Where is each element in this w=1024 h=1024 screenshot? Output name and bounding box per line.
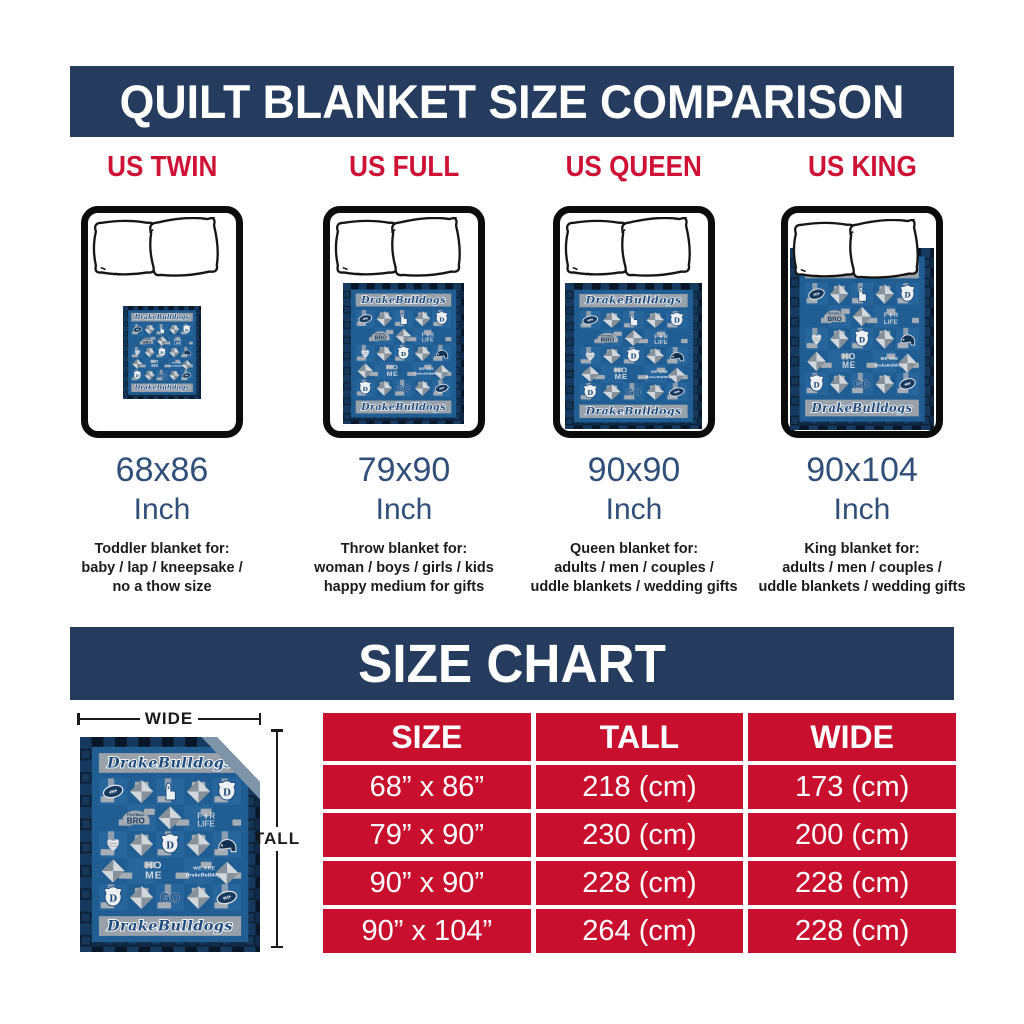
size-chart-title: SIZE CHART — [358, 633, 666, 694]
column-title-text: US TWIN — [106, 151, 218, 183]
dimensions-value: 79x90 — [357, 451, 451, 489]
dimensions-value: 68x86 — [115, 451, 209, 489]
size-column-queen — [524, 150, 744, 597]
bed-illustration-twin — [81, 206, 243, 438]
measure-cap — [259, 713, 262, 725]
column-title — [524, 150, 744, 184]
size-column-twin — [52, 150, 272, 597]
wide-measure-label: WIDE — [144, 709, 194, 728]
measure-line — [198, 718, 258, 721]
tall-measure — [243, 729, 311, 948]
column-title — [52, 150, 272, 184]
description-line: Throw blanket for: — [340, 541, 468, 557]
description-line: uddle blankets / wedding gifts — [530, 579, 738, 595]
size-dimensions — [524, 450, 744, 527]
measure-cap — [271, 946, 283, 949]
bed-illustration-king — [781, 206, 943, 438]
size-table-cell: 228 (cm) — [748, 909, 956, 953]
size-table-cell: 173 (cm) — [748, 765, 956, 809]
bed-illustration-queen — [553, 206, 715, 438]
size-column-king — [752, 150, 972, 597]
description-line: Toddler blanket for: — [94, 541, 230, 557]
bed-illustration-full — [323, 206, 485, 438]
size-table-cell: 68” x 86” — [323, 765, 531, 809]
tall-measure-label: TALL — [253, 828, 301, 848]
size-table-cell: 200 (cm) — [748, 813, 956, 857]
description-line: uddle blankets / wedding gifts — [758, 579, 966, 595]
size-description — [752, 540, 972, 597]
size-table-cell: 230 (cm) — [536, 813, 744, 857]
size-table-header-wide: WIDE — [748, 713, 956, 761]
column-title — [752, 150, 972, 184]
dimensions-value: 90x90 — [587, 451, 681, 489]
quilt-icon — [565, 283, 702, 429]
wide-measure — [77, 709, 261, 729]
size-table-cell: 79” x 90” — [323, 813, 531, 857]
size-description — [524, 540, 744, 597]
measure-line — [276, 851, 279, 946]
pillows-icon — [561, 217, 707, 287]
description-line: woman / boys / girls / kids — [314, 560, 494, 576]
description-line: adults / men / couples / — [554, 560, 714, 576]
size-description — [294, 540, 514, 597]
dimensions-unit: Inch — [833, 493, 891, 526]
column-title — [294, 150, 514, 184]
pillows-icon — [89, 217, 235, 287]
size-table — [323, 713, 956, 953]
description-line: King blanket for: — [804, 541, 920, 557]
description-line: no a thow size — [112, 579, 212, 595]
size-dimensions — [752, 450, 972, 527]
description-line: happy medium for gifts — [323, 579, 485, 595]
measure-line — [80, 718, 140, 721]
dimensions-unit: Inch — [133, 493, 191, 526]
size-dimensions — [294, 450, 514, 527]
size-table-cell: 264 (cm) — [536, 909, 744, 953]
top-banner — [70, 66, 954, 137]
description-line: adults / men / couples / — [782, 560, 942, 576]
size-column-full — [294, 150, 514, 597]
measure-line — [276, 732, 279, 827]
size-table-cell: 218 (cm) — [536, 765, 744, 809]
pillows-icon — [787, 219, 937, 289]
size-table-cell: 228 (cm) — [536, 861, 744, 905]
description-line: baby / lap / kneepsake / — [81, 560, 243, 576]
column-title-text: US KING — [807, 151, 917, 183]
dimensions-unit: Inch — [605, 493, 663, 526]
column-title-text: US FULL — [348, 151, 460, 183]
column-title-text: US QUEEN — [565, 151, 703, 183]
dimensions-value: 90x104 — [806, 451, 918, 489]
blanket-illustration — [80, 737, 260, 952]
dimensions-unit: Inch — [375, 493, 433, 526]
quilt-icon — [123, 306, 201, 399]
size-dimensions — [52, 450, 272, 527]
size-table-cell: 90” x 104” — [323, 909, 531, 953]
size-table-header-tall: TALL — [536, 713, 744, 761]
quilt-icon — [343, 283, 464, 424]
size-table-header-size: SIZE — [323, 713, 531, 761]
pillows-icon — [331, 217, 477, 287]
size-table-cell: 90” x 90” — [323, 861, 531, 905]
size-table-cell: 228 (cm) — [748, 861, 956, 905]
size-description — [52, 540, 272, 597]
description-line: Queen blanket for: — [569, 541, 699, 557]
size-chart-banner — [70, 627, 954, 700]
page-title: QUILT BLANKET SIZE COMPARISON — [119, 75, 905, 128]
